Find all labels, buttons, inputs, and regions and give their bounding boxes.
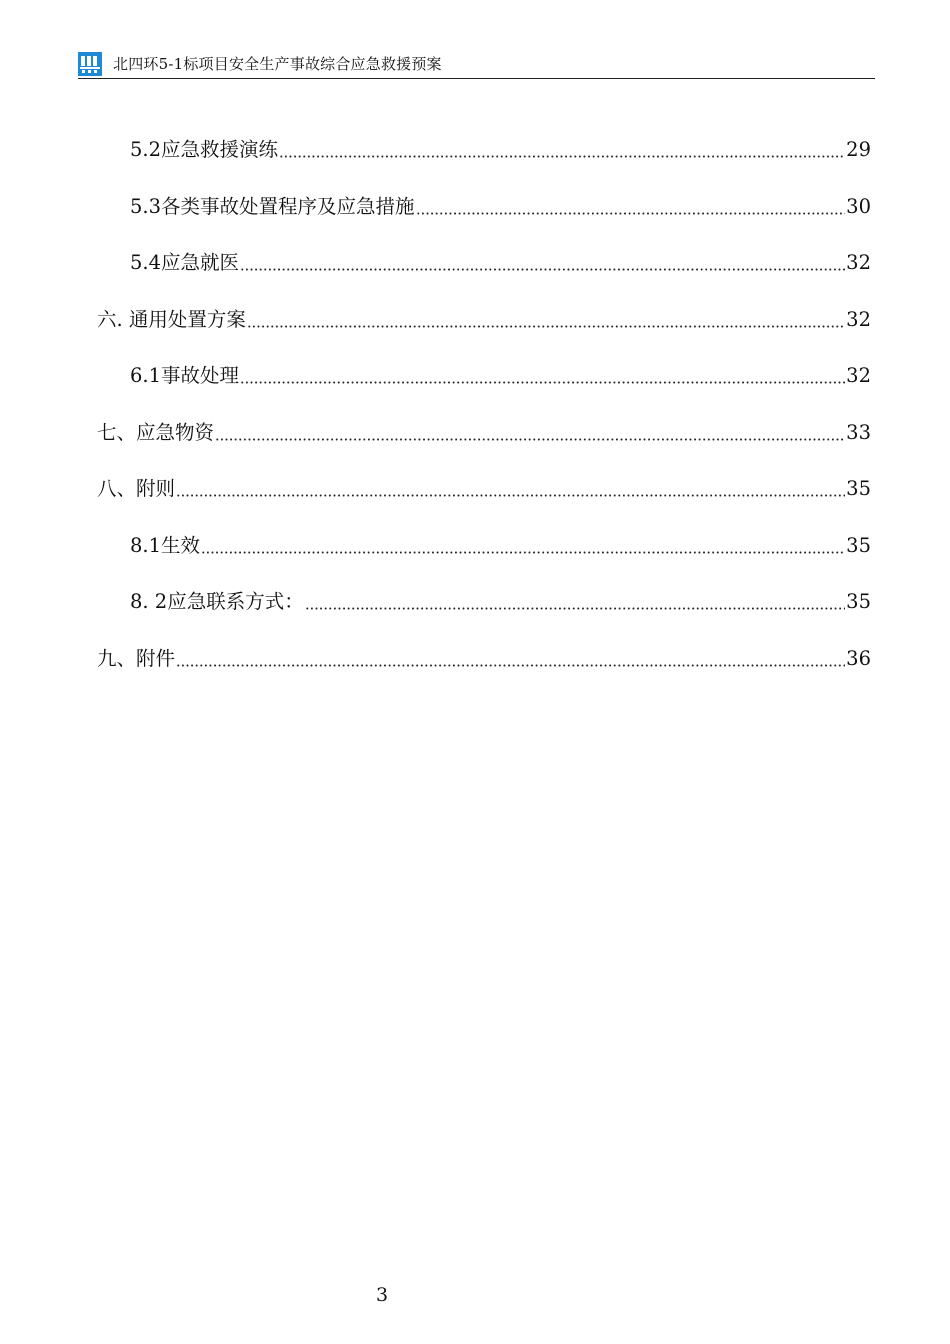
toc-dot-leader — [176, 473, 845, 497]
toc-entry-page: 30 — [846, 194, 871, 218]
toc-entry-page: 33 — [846, 420, 871, 444]
toc-entry[interactable] — [97, 134, 871, 191]
toc-entry-label: 八、附则 — [97, 477, 176, 500]
toc-entry-label: 5.4应急就医 — [130, 251, 240, 274]
toc-entry-label: 九、附件 — [97, 646, 176, 670]
toc-dot-leader — [176, 643, 845, 667]
toc-entry-page: 32 — [846, 364, 871, 387]
toc-entry-label: 七、应急物资 — [97, 420, 215, 444]
toc-entry-label: 5.3各类事故处置程序及应急措施 — [130, 194, 415, 218]
toc-entry[interactable] — [97, 247, 871, 304]
toc-entry-page: 32 — [846, 251, 871, 274]
toc-entry[interactable] — [97, 304, 871, 361]
toc-entry-page: 29 — [846, 138, 871, 161]
page-number: 3 — [375, 1284, 389, 1306]
toc-dot-leader — [305, 586, 845, 610]
toc-entry[interactable] — [97, 360, 871, 417]
toc-dot-leader — [279, 134, 845, 158]
toc-entry[interactable] — [97, 473, 871, 530]
toc-dot-leader — [215, 417, 845, 441]
toc-entry-page: 35 — [846, 590, 871, 613]
toc-entry-label: 8. 2应急联系方式： — [130, 590, 304, 613]
toc-entry[interactable] — [97, 191, 871, 248]
toc-dot-leader — [240, 360, 845, 384]
toc-entry[interactable] — [97, 643, 871, 700]
toc-entry-label: 8.1生效 — [130, 533, 201, 557]
toc-entry-label: 六. 通用处置方案 — [97, 307, 246, 331]
toc-entry-page: 35 — [846, 477, 871, 500]
toc-entry[interactable] — [97, 530, 871, 587]
toc-entry-page: 32 — [846, 307, 871, 331]
toc-dot-leader — [201, 530, 845, 554]
table-of-contents — [97, 134, 871, 699]
toc-dot-leader — [240, 247, 845, 271]
toc-entry[interactable] — [97, 586, 871, 643]
toc-dot-leader — [416, 191, 846, 215]
toc-entry-page: 36 — [846, 646, 871, 670]
page-header — [78, 52, 875, 79]
toc-entry-label: 5.2应急救援演练 — [130, 138, 279, 161]
toc-dot-leader — [247, 304, 845, 328]
toc-entry-page: 35 — [846, 533, 871, 557]
company-logo-icon — [78, 52, 102, 76]
toc-entry[interactable] — [97, 417, 871, 474]
header-title: 北四环5-1标项目安全生产事故综合应急救援预案 — [113, 55, 442, 73]
toc-entry-label: 6.1事故处理 — [130, 364, 240, 387]
